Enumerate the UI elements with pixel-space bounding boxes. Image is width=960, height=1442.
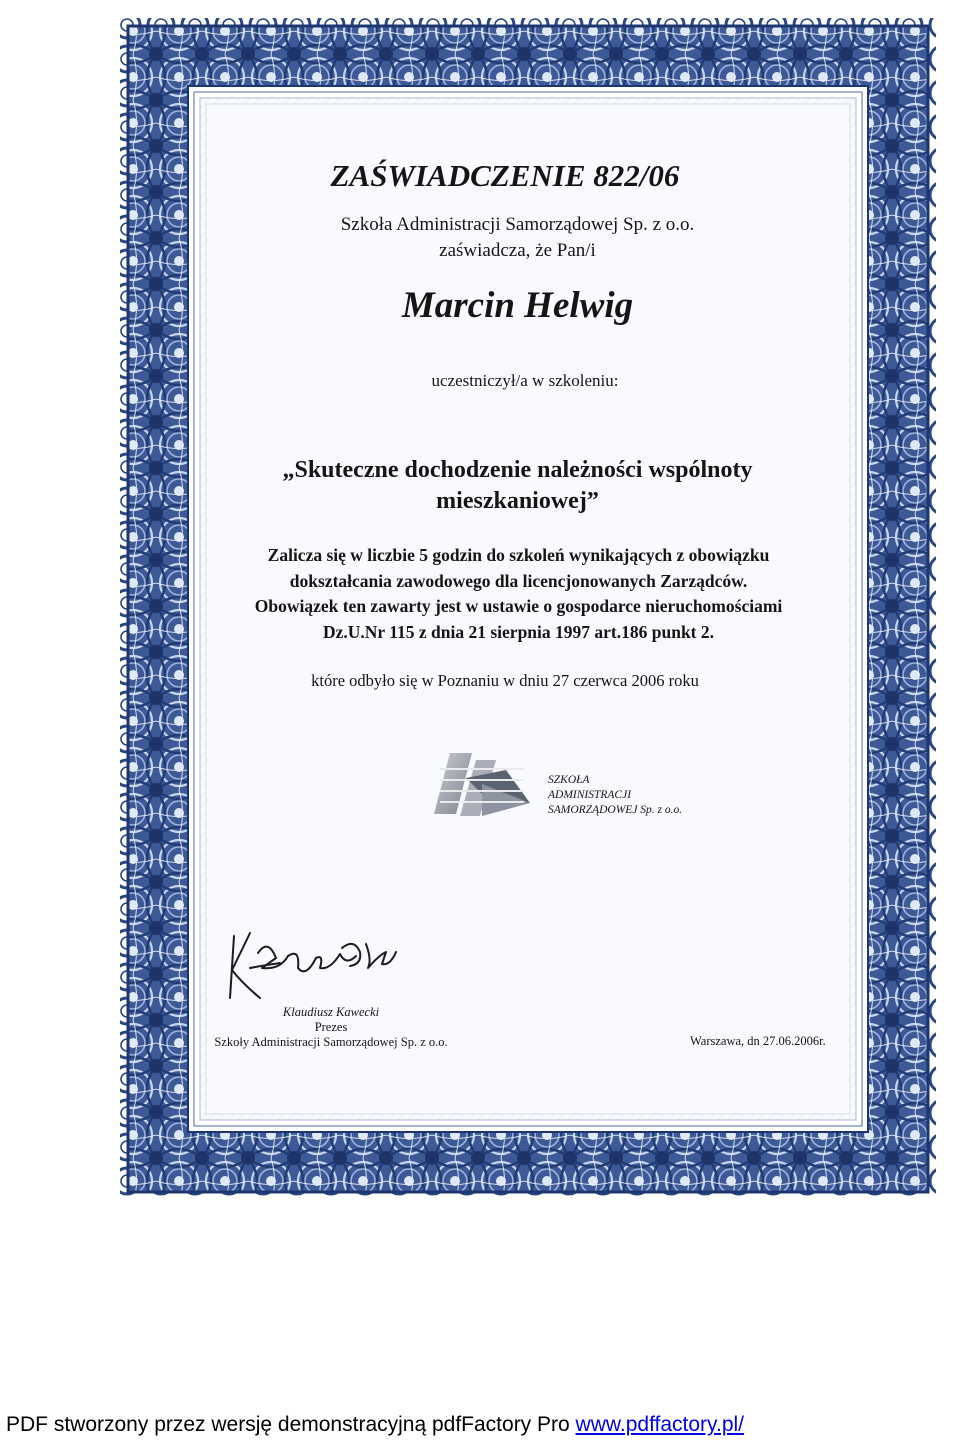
course-title-line: mieszkaniowej” bbox=[436, 488, 599, 514]
school-logo-line: SAMORZĄDOWEJ Sp. z o.o. bbox=[548, 804, 683, 816]
pdffactory-link[interactable]: www.pdffactory.pl/ bbox=[575, 1413, 745, 1436]
participation-line: uczestniczył/a w szkoleniu: bbox=[431, 371, 619, 390]
credits-line: dokształcania zawodowego dla licencjonowanych Zarządców. bbox=[289, 570, 748, 591]
course-title bbox=[0, 455, 960, 517]
credits-line: Obowiązek ten zawarty jest w ustawie o gospodarce nieruchomościami bbox=[254, 596, 783, 617]
footer-text: PDF stworzony przez wersję demonstracyjną pdfFactory Pro bbox=[6, 1413, 570, 1436]
recipient-name: Marcin Helwig bbox=[401, 285, 634, 326]
school-logo-text bbox=[548, 773, 682, 818]
signer-block bbox=[206, 1005, 456, 1050]
certificate-title: ZAŚWIADCZENIE 822/06 bbox=[330, 158, 680, 193]
issuer-name: Szkoła Administracji Samorządowej Sp. z o.o. bbox=[340, 214, 695, 235]
signer-role: Prezes bbox=[314, 1020, 348, 1034]
event-line: które odbyło się w Poznaniu w dniu 27 czerwca 2006 roku bbox=[311, 671, 699, 690]
signer-name: Klaudiusz Kawecki bbox=[282, 1005, 380, 1019]
signer-organization: Szkoły Administracji Samorządowej Sp. z o.o. bbox=[214, 1035, 448, 1049]
pdf-watermark-footer bbox=[6, 1413, 744, 1437]
certifies-line: zaświadcza, że Pan/i bbox=[439, 240, 596, 261]
credits-line: Dz.U.Nr 115 z dnia 21 sierpnia 1997 art.186 punkt 2. bbox=[322, 622, 715, 643]
school-logo-line: SZKOŁA bbox=[548, 774, 590, 786]
issue-date: Warszawa, dn 27.06.2006r. bbox=[690, 1034, 826, 1048]
school-logo-line: ADMINISTRACJI bbox=[548, 789, 632, 801]
credits-statement bbox=[0, 543, 960, 646]
credits-line: Zalicza się w liczbie 5 godzin do szkoleń wynikających z obowiązku bbox=[267, 545, 770, 565]
course-title-line: „Skuteczne dochodzenie należności wspólnoty bbox=[282, 457, 753, 483]
